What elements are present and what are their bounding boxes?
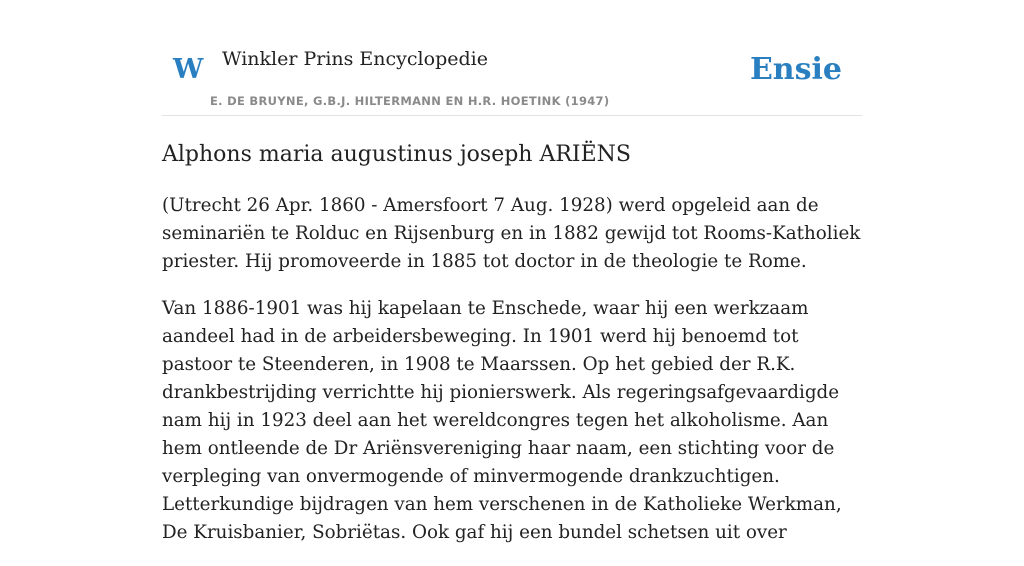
article-page (162, 0, 862, 543)
source-title[interactable]: Winkler Prins Encyclopedie (222, 48, 488, 70)
ensie-brand-logo[interactable]: Ensie (749, 52, 842, 87)
article-body (162, 192, 862, 566)
article-title: Alphons maria augustinus joseph ARIËNS (162, 142, 631, 167)
article-paragraph: Van 1886-1901 was hij kapelaan te Enschede, waar hij een werkzaam aandeel had in de arbeidersbeweging. In 1901 werd hij benoemd tot pastoor te Steenderen, in 1908 te Maarssen. Op het gebied der R.K. drankbestrijding verrichtte hij pionierswerk. Als regeringsafgevaardigde nam hij in 1923 deel aan het wereldcongres tegen het alkoholisme. Aan hem ontleende de Dr Ariënsvereniging haar naam, een stichting voor de verpleging van onvermogende of minvermogende drankzuchtigen. Letterkundige bijdragen van hem verschenen in de Katholieke Werkman, De Kruisbanier, Sobriëtas. Ook gaf hij een bundel schetsen uit over (162, 298, 842, 543)
article-paragraph: (Utrecht 26 Apr. 1860 - Amersfoort 7 Aug. 1928) werd opgeleid aan de seminariën te Rolduc en Rijsenburg en in 1882 gewijd tot Rooms-Katholiek priester. Hij promoveerde in 1885 tot doctor in de theologie te Rome. (162, 195, 861, 272)
winkler-prins-logo[interactable]: W (173, 54, 204, 85)
source-header (162, 0, 862, 116)
source-authors: E. DE BRUYNE, G.B.J. HILTERMANN EN H.R. HOETINK (1947) (210, 94, 610, 108)
